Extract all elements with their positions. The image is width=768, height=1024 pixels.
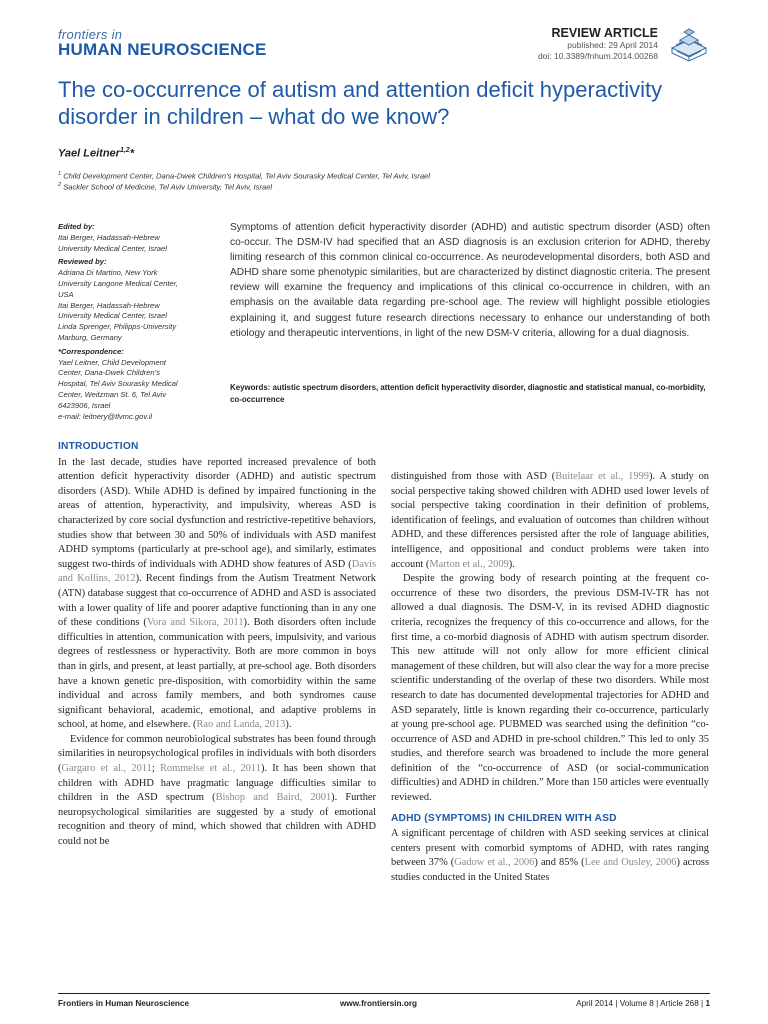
article-meta <box>398 26 658 61</box>
correspondence-label: *Correspondence: <box>58 346 124 356</box>
body-paragraph <box>58 456 376 733</box>
paragraph-text: A significant percentage of children with ASD seeking services at clinical centers present with comorbid symptoms of ADHD, with rates ranging between 37% ( <box>391 828 709 869</box>
affiliation-2-text: Sackler School of Medicine, Tel Aviv University, Tel Aviv, Israel <box>63 182 273 192</box>
citation-link[interactable]: Vora and Sikora, 2011 <box>146 617 244 629</box>
reviewed-by-block <box>58 257 218 343</box>
adhd-in-asd-heading: ADHD (SYMPTOMS) IN CHILDREN WITH ASD <box>391 812 617 824</box>
paragraph-text: ). Both disorders often include difficulties in attention, communication with peers, impulsivity, and various degrees of restlessness or hyperactivity. Both are more common in boys than in girls, and present, at least partially, at pre-school age. Both disorders have a known genetic pre-disposition, with comorbidity within the same individual and across family members, and both syndromes cause significant behavioral, academic, emotional, and adaptive problems in school, at home, and elsewhere. ( <box>58 617 376 731</box>
affiliation-1 <box>58 171 430 181</box>
edited-by-line: University Medical Center, Israel <box>58 243 167 253</box>
paragraph-text: ). It has been shown that children with ADHD have pragmatic language difficulties similar to children in the ASD spectrum ( <box>58 763 377 804</box>
logo-main-text: HUMAN NEUROSCIENCE <box>58 40 267 59</box>
affiliation-1-number: 1 <box>58 171 62 177</box>
correspondence-email[interactable]: e-mail: leitnery@tlvmc.gov.il <box>58 411 153 421</box>
paragraph-text: ) and 85% ( <box>534 857 585 869</box>
published-date: published: 29 April 2014 <box>567 40 658 50</box>
edited-by-label: Edited by: <box>58 222 95 231</box>
paragraph-text: ). A study on social perspective taking showed children with ADHD used lower levels of social perspective taking coordination in their definition of problems, identification of feelings, and evaluation of outcomes than children without ADHD, and these differences persisted after the role of language abilities, intelligence, and oppositional and conduct problems were taken into account ( <box>391 471 709 570</box>
logo-top-text: frontiers in <box>58 27 123 42</box>
footer-rule <box>58 993 710 994</box>
correspondence-line: 6423906, Israel <box>58 400 111 410</box>
article-title: The co-occurrence of autism and attention deficit hyperactivity disorder in children – what do we know? <box>58 77 663 129</box>
paragraph-text: ; <box>151 763 160 775</box>
author-correspondence-mark: * <box>129 147 134 160</box>
edited-by-block <box>58 222 218 254</box>
author <box>58 147 134 160</box>
correspondence-line: Center, Dana-Dwek Children’s <box>58 368 160 378</box>
citation-link[interactable]: Lee and Ousley, 2006 <box>584 857 677 869</box>
body-column-right <box>391 470 709 886</box>
citation-link[interactable]: Rao and Landa, 2013 <box>196 719 286 731</box>
citation-link[interactable]: Gargaro et al., 2011 <box>61 763 152 775</box>
article-type: REVIEW ARTICLE <box>551 26 658 40</box>
correspondence-line: Center, Weitzman St. 6, Tel Aviv <box>58 389 167 399</box>
page-number: 1 <box>705 999 710 1008</box>
abstract: Symptoms of attention deficit hyperactivity disorder (ADHD) and autistic spectrum disorder (ASD) often co-occur. The DSM-IV had specified that an ASD diagnosis is an exclusion criterion for ADHD, thereby limiting research of this common clinical co-occurrence. As neurodevelopmental disorders, both ASD and ADHD share some phenotypic similarities, but are characterized by distinct diagnostic criteria. The present review will examine the frequency and implications of this clinical co-occurrence in children, with an emphasis on the available data regarding pre-school age. The review will highlight possible etiologies explaining it, and suggest future research directions necessary to enhance our understanding of both etiology and therapeutic interventions, in light of the new DSM-V criteria, allowing for a dual diagnosis. <box>230 222 710 339</box>
paragraph-text: ). <box>508 558 515 570</box>
reviewer-line: USA <box>58 289 74 299</box>
footer-journal: Frontiers in Human Neuroscience <box>58 999 190 1008</box>
footer-website-link[interactable]: www.frontiersin.org <box>340 999 418 1008</box>
journal-emblem-icon <box>666 22 712 62</box>
reviewer-line: Itai Berger, Hadassah-Hebrew <box>58 300 160 310</box>
paragraph-text: Evidence for common neurobiological substrates has been found through similarities in neuropsychological profiles in individuals with both disorders ( <box>58 733 376 775</box>
citation-link[interactable]: Gadow et al., 2006 <box>454 857 535 869</box>
reviewer-line: Adriana Di Martino, New York <box>58 268 158 278</box>
paragraph-text: ). Further neuropsychological similarities are suggested by a study of emotional recognition and theory of mind, which showed that children with ADHD could not be <box>58 792 376 848</box>
author-name: Yael Leitner <box>58 147 120 160</box>
author-affil-sup: 1,2 <box>119 147 130 154</box>
paragraph-text: ). <box>285 719 292 731</box>
reviewer-line: Marburg, Germany <box>58 332 122 342</box>
body-paragraph <box>391 572 709 806</box>
doi: doi: 10.3389/fnhum.2014.00268 <box>537 50 658 61</box>
citation-link[interactable]: Davis and Kollins, 2012 <box>58 558 376 585</box>
reviewer-line: Linda Sprenger, Philipps-University <box>58 322 177 332</box>
footer-issue-text: April 2014 | Volume 8 | Article 268 | <box>576 999 706 1008</box>
citation-link[interactable]: Marton et al., 2009 <box>429 558 509 570</box>
body-paragraph <box>391 827 709 885</box>
citation-link[interactable]: Bishop and Baird, 2001 <box>215 792 332 804</box>
paragraph-text: Despite the growing body of research pointing at the frequent co-occurrence of these two disorders, the previous DSM-IV-TR has not allowed a dual diagnosis. The DSM-V, in its revised ADHD diagnostic criteria, recognizes the frequency of this co-occurrence and allows, for the first time, a co-morbid diagnosis of ADHD with autism spectrum disorder. This new attitude will not only allow for more efficient clinical management of these children, but will also clear the way for a more precise scientific understanding of the overlap of these two disorders. While most research to date has documented developmental trajectories for ADHD and ASD separately, little is known regarding their co-occurrence, particularly at young pre-school age. PUBMED was searched using the definition “co-occurrence of ASD and ADHD in pre-school children.” This led to only 35 studies, and therefore search was broadened to include the more general definition of the “co-occurrence of ASD (or social-communication difficulties) and ADHD in children.” More than 150 articles were eventually reviewed. <box>391 573 709 804</box>
correspondence-line: Hospital, Tel Aviv Sourasky Medical <box>58 379 178 389</box>
journal-logo <box>58 28 267 58</box>
correspondence-line: Yael Leitner, Child Development <box>58 357 166 367</box>
citation-link[interactable]: Rommelse et al., 2011 <box>160 763 261 775</box>
footer-issue <box>576 999 710 1008</box>
paragraph-text: ). Recent findings from the Autism Treatment Network (ATN) database suggest that co-occurrence of ADHD and ASD is associated with a lower quality of life and poorer adaptive functioning than in any one of these conditions ( <box>58 573 377 629</box>
body-paragraph <box>391 470 709 572</box>
reviewer-line: University Medical Center, Israel <box>58 311 167 321</box>
editorial-sidebar <box>58 222 218 425</box>
affiliation-1-text: Child Development Center, Dana-Dwek Children’s Hospital, Tel Aviv Sourasky Medical Center, Tel Aviv, Israel <box>63 171 430 181</box>
paragraph-text: distinguished from those with ASD ( <box>391 471 556 482</box>
affiliation-2-number: 2 <box>58 182 62 188</box>
body-column-left <box>58 440 376 850</box>
reviewer-line: University Langone Medical Center, <box>58 278 178 288</box>
citation-link[interactable]: Buitelaar et al., 1999 <box>555 471 649 482</box>
introduction-heading: INTRODUCTION <box>58 441 139 452</box>
edited-by-line: Itai Berger, Hadassah-Hebrew <box>58 232 160 242</box>
correspondence-block <box>58 347 218 423</box>
affiliation-2 <box>58 182 272 192</box>
keywords: Keywords: autistic spectrum disorders, attention deficit hyperactivity disorder, diagnostic and statistical manual, co-morbidity, co-occurrence <box>230 383 706 404</box>
paragraph-text: In the last decade, studies have reported increased prevalence of both attention deficit hyperactivity disorder (ADHD) and autistic spectrum disorders (ASD). While ADHD is defined by impaired functioning in the areas of attention, hyperactivity, and impulsivity, whereas ASD is characterized by core social dysfunction and restrictive-repetitive behaviors, studies show that between 30 and 50% of individuals with ASD manifest ADHD symptoms (particularly at pre-school age), and similarly, estimates suggest two-thirds of individuals with ADHD show features of ASD ( <box>58 456 376 570</box>
reviewed-by-label: Reviewed by: <box>58 257 107 267</box>
paragraph-text: ) across studies conducted in the United States <box>391 857 709 884</box>
body-paragraph <box>58 733 376 850</box>
